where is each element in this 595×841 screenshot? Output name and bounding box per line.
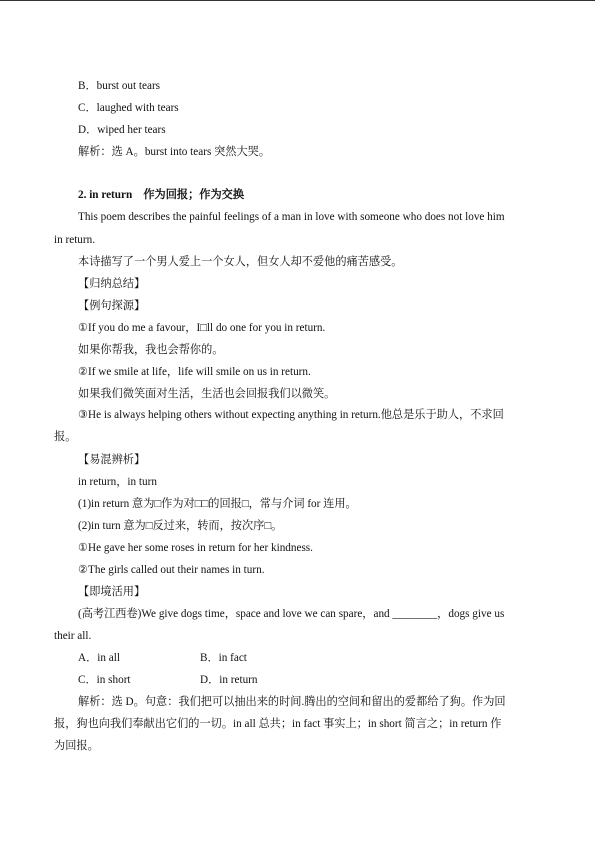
example-2-en: ②If we smile at life，life will smile on us in return. [78,366,311,378]
heading-confusion: 【易混辨析】 [78,454,146,466]
choice-a: A．in all [78,652,120,664]
answer-line-1: 解析：选 D。句意：我们把可以抽出来的时间.腾出的空间和留出的爱都给了狗。作为回 [78,696,506,708]
intro-en-line-2: in return. [54,234,96,246]
heading-practice: 【即境活用】 [78,586,146,598]
option-b: B．burst out tears [78,80,161,92]
answer-line-2: 报，狗也向我们奉献出它们的一切。in all 总共；in fact 事实上；in short 简言之；in return 作 [54,718,502,730]
comparison-1: ①He gave her some roses in return for her kindness. [78,542,313,554]
example-3-line-1: ③He is always helping others without expecting anything in return.他总是乐于助人，不求回 [78,409,504,421]
definition-2: (2)in turn 意为□反过来，转而，按次序□。 [78,520,283,532]
choice-c: C．in short [78,674,131,686]
option-c: C．laughed with tears [78,102,179,114]
analysis-1: 解析：选 A。burst into tears 突然大哭。 [78,146,271,158]
answer-line-3: 为回报。 [54,740,99,752]
page-top-rule [0,0,595,1]
heading-examples: 【例句探源】 [78,300,146,312]
question-line-2: their all. [54,630,92,642]
intro-en-line-1: This poem describes the painful feelings of a man in love with someone who does not love him [78,211,505,223]
choice-b: B．in fact [200,652,247,664]
question-line-1: (高考江西卷)We give dogs time，space and love we can spare，and ________，dogs give us [78,608,505,620]
heading-summary: 【归纳总结】 [78,278,146,290]
example-3-line-2: 报。 [54,431,77,443]
intro-cn: 本诗描写了一个男人爱上一个女人，但女人却不爱他的痛苦感受。 [78,256,403,268]
phrase-pair: in return，in turn [78,476,157,488]
section-title: 2. in return 作为回报；作为交换 [78,189,245,201]
definition-1: (1)in return 意为□作为对□□的回报□，常与介词 for 连用。 [78,498,357,510]
option-d: D．wiped her tears [78,124,166,136]
example-2-cn: 如果我们微笑面对生活，生活也会回报我们以微笑。 [78,388,336,400]
comparison-2: ②The girls called out their names in turn. [78,564,265,576]
example-1-cn: 如果你帮我，我也会帮你的。 [78,344,224,356]
choice-d: D．in return [200,674,258,686]
example-1-en: ①If you do me a favour，I□ll do one for you in return. [78,322,326,334]
